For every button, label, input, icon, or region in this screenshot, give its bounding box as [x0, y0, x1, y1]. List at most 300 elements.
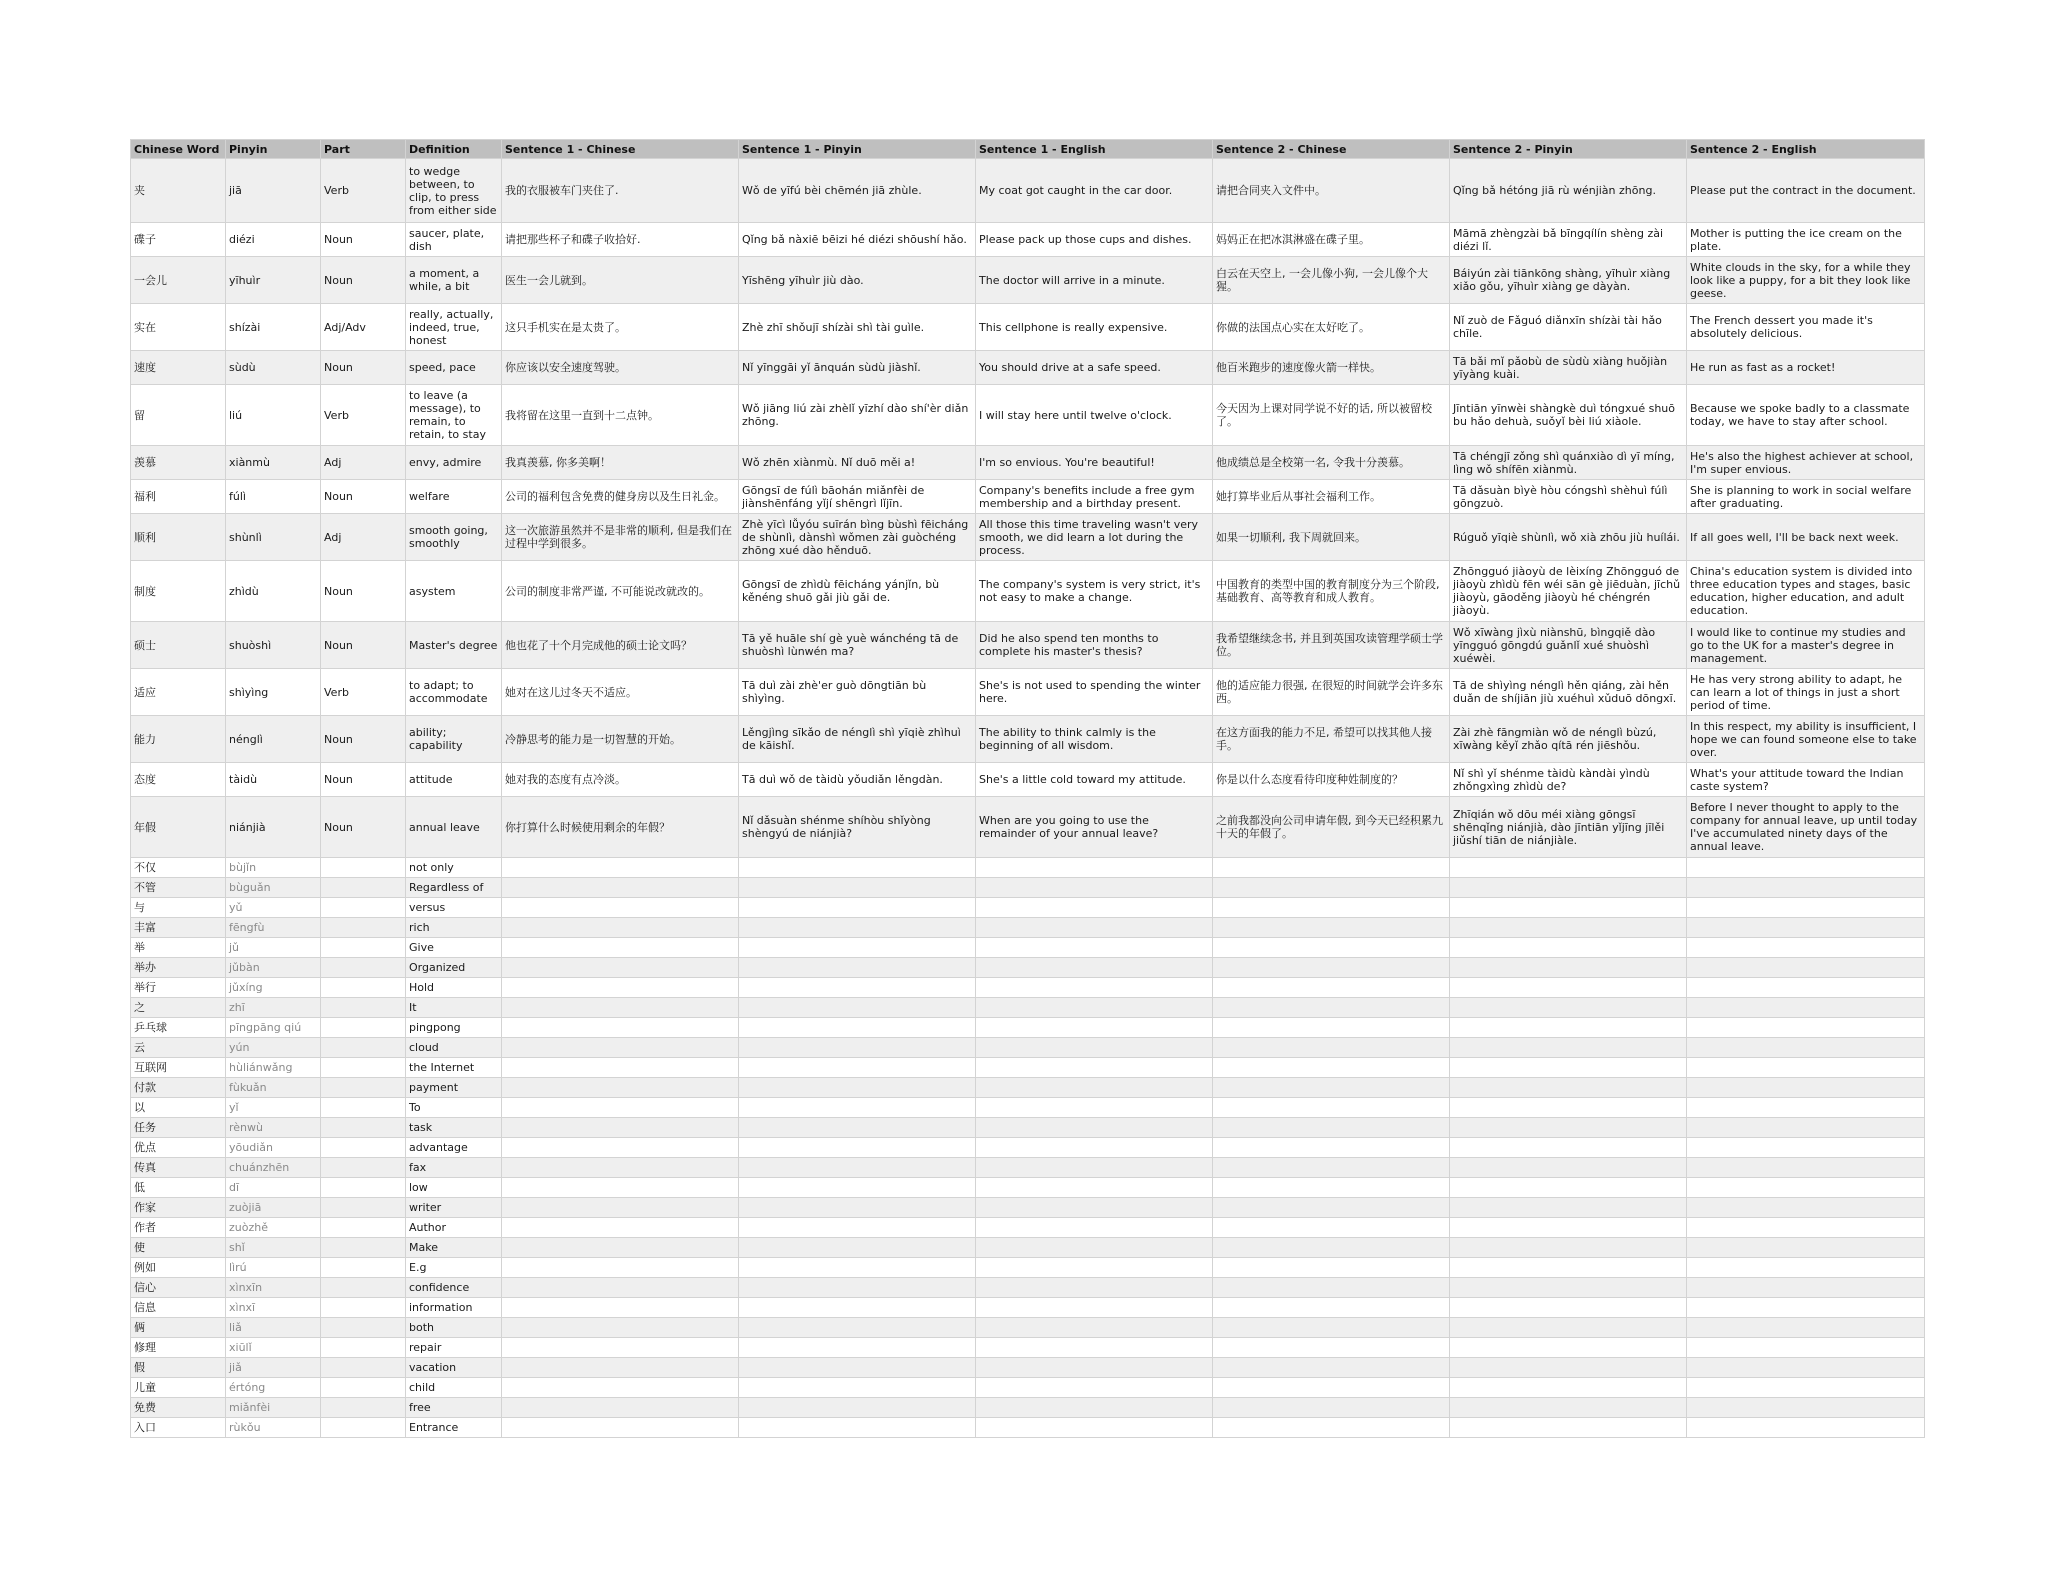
sentence1-english-cell[interactable]: Company's benefits include a free gym membership and a birthday present.	[976, 480, 1213, 514]
chinese-word-cell[interactable]: 能力	[131, 716, 226, 763]
sentence1-pinyin-cell[interactable]: Tā duì zài zhè'er guò dōngtiān bù shìyìng.	[739, 669, 976, 716]
part-cell[interactable]	[321, 1158, 406, 1178]
sentence1-english-cell[interactable]: She's a little cold toward my attitude.	[976, 763, 1213, 797]
sentence1-chinese-cell[interactable]	[502, 1418, 739, 1438]
definition-cell[interactable]: attitude	[406, 763, 502, 797]
sentence2-pinyin-cell[interactable]: Tā chéngjī zǒng shì quánxiào dì yī míng, lìng wǒ shífēn xiànmù.	[1450, 446, 1687, 480]
definition-cell[interactable]: Entrance	[406, 1418, 502, 1438]
sentence1-chinese-cell[interactable]	[502, 998, 739, 1018]
sentence2-english-cell[interactable]	[1687, 958, 1925, 978]
chinese-word-cell[interactable]: 丰富	[131, 918, 226, 938]
chinese-word-cell[interactable]: 顺利	[131, 514, 226, 561]
part-cell[interactable]: Noun	[321, 351, 406, 385]
sentence2-english-cell[interactable]: She is planning to work in social welfare after graduating.	[1687, 480, 1925, 514]
chinese-word-cell[interactable]: 使	[131, 1238, 226, 1258]
sentence1-english-cell[interactable]	[976, 958, 1213, 978]
sentence2-english-cell[interactable]: Because we spoke badly to a classmate today, we have to stay after school.	[1687, 385, 1925, 446]
sentence1-english-cell[interactable]	[976, 898, 1213, 918]
sentence1-pinyin-cell[interactable]	[739, 1298, 976, 1318]
pinyin-cell[interactable]: zuòjiā	[226, 1198, 321, 1218]
sentence1-chinese-cell[interactable]	[502, 1098, 739, 1118]
sentence2-english-cell[interactable]	[1687, 1158, 1925, 1178]
sentence1-english-cell[interactable]	[976, 1018, 1213, 1038]
sentence1-chinese-cell[interactable]	[502, 1338, 739, 1358]
part-cell[interactable]	[321, 858, 406, 878]
sentence1-english-cell[interactable]: The company's system is very strict, it's not easy to make a change.	[976, 561, 1213, 622]
chinese-word-cell[interactable]: 硕士	[131, 622, 226, 669]
sentence1-english-cell[interactable]: I will stay here until twelve o'clock.	[976, 385, 1213, 446]
chinese-word-cell[interactable]: 以	[131, 1098, 226, 1118]
sentence2-pinyin-cell[interactable]: Tā de shìyìng nénglì hěn qiáng, zài hěn duǎn de shíjiān jiù xuéhuì xǔduō dōngxī.	[1450, 669, 1687, 716]
sentence1-chinese-cell[interactable]: 她对我的态度有点冷淡。	[502, 763, 739, 797]
chinese-word-cell[interactable]: 付款	[131, 1078, 226, 1098]
table-row[interactable]	[131, 958, 1925, 978]
sentence2-pinyin-cell[interactable]: Zài zhè fāngmiàn wǒ de nénglì bùzú, xīwàng kěyǐ zhǎo qítā rén jiēshǒu.	[1450, 716, 1687, 763]
chinese-word-cell[interactable]: 碟子	[131, 223, 226, 257]
part-cell[interactable]: Noun	[321, 763, 406, 797]
sentence2-english-cell[interactable]	[1687, 1118, 1925, 1138]
sentence2-english-cell[interactable]	[1687, 1398, 1925, 1418]
pinyin-cell[interactable]: niánjià	[226, 797, 321, 858]
pinyin-cell[interactable]: bùguǎn	[226, 878, 321, 898]
definition-cell[interactable]: Hold	[406, 978, 502, 998]
pinyin-cell[interactable]: jǔbàn	[226, 958, 321, 978]
chinese-word-cell[interactable]: 羡慕	[131, 446, 226, 480]
sentence1-english-cell[interactable]	[976, 1338, 1213, 1358]
table-row[interactable]	[131, 938, 1925, 958]
pinyin-cell[interactable]: értóng	[226, 1378, 321, 1398]
sentence1-chinese-cell[interactable]	[502, 1058, 739, 1078]
sentence1-pinyin-cell[interactable]: Zhè yīcì lǚyóu suīrán bìng bùshì fēicháng de shùnlì, dànshì wǒmen zài guòchéng zhōng xué dào hěnduō.	[739, 514, 976, 561]
table-row[interactable]	[131, 1178, 1925, 1198]
sentence2-pinyin-cell[interactable]	[1450, 1338, 1687, 1358]
chinese-word-cell[interactable]: 修理	[131, 1338, 226, 1358]
sentence1-chinese-cell[interactable]: 她对在这儿过冬天不适应。	[502, 669, 739, 716]
table-row[interactable]	[131, 257, 1925, 304]
sentence2-chinese-cell[interactable]: 妈妈正在把冰淇淋盛在碟子里。	[1213, 223, 1450, 257]
sentence1-chinese-cell[interactable]	[502, 1038, 739, 1058]
part-cell[interactable]	[321, 1038, 406, 1058]
pinyin-cell[interactable]: sùdù	[226, 351, 321, 385]
sentence2-pinyin-cell[interactable]	[1450, 1098, 1687, 1118]
pinyin-cell[interactable]: shǐ	[226, 1238, 321, 1258]
sentence2-english-cell[interactable]	[1687, 998, 1925, 1018]
table-row[interactable]	[131, 1238, 1925, 1258]
column-header[interactable]: Pinyin	[226, 140, 321, 159]
definition-cell[interactable]: Master's degree	[406, 622, 502, 669]
column-header[interactable]: Definition	[406, 140, 502, 159]
definition-cell[interactable]: to adapt; to accommodate	[406, 669, 502, 716]
column-header[interactable]: Sentence 2 - Chinese	[1213, 140, 1450, 159]
sentence2-chinese-cell[interactable]	[1213, 1178, 1450, 1198]
sentence1-chinese-cell[interactable]	[502, 1278, 739, 1298]
part-cell[interactable]: Noun	[321, 257, 406, 304]
sentence2-english-cell[interactable]: What's your attitude toward the Indian caste system?	[1687, 763, 1925, 797]
part-cell[interactable]	[321, 1198, 406, 1218]
sentence1-chinese-cell[interactable]: 这只手机实在是太贵了。	[502, 304, 739, 351]
definition-cell[interactable]: task	[406, 1118, 502, 1138]
sentence2-english-cell[interactable]	[1687, 1198, 1925, 1218]
part-cell[interactable]: Verb	[321, 385, 406, 446]
sentence1-pinyin-cell[interactable]: Gōngsī de zhìdù fēicháng yánjǐn, bù kěnéng shuō gǎi jiù gǎi de.	[739, 561, 976, 622]
sentence2-chinese-cell[interactable]: 如果一切顺利, 我下周就回来。	[1213, 514, 1450, 561]
column-header[interactable]: Sentence 1 - English	[976, 140, 1213, 159]
definition-cell[interactable]: rich	[406, 918, 502, 938]
sentence1-pinyin-cell[interactable]: Lěngjìng sīkǎo de nénglì shì yīqiè zhìhuì de kāishǐ.	[739, 716, 976, 763]
sentence1-pinyin-cell[interactable]	[739, 978, 976, 998]
part-cell[interactable]	[321, 1398, 406, 1418]
sentence2-pinyin-cell[interactable]	[1450, 1178, 1687, 1198]
pinyin-cell[interactable]: yōudiǎn	[226, 1138, 321, 1158]
sentence2-chinese-cell[interactable]: 他成绩总是全校第一名, 令我十分羡慕。	[1213, 446, 1450, 480]
sentence1-pinyin-cell[interactable]	[739, 1258, 976, 1278]
table-row[interactable]	[131, 351, 1925, 385]
chinese-word-cell[interactable]: 优点	[131, 1138, 226, 1158]
sentence1-pinyin-cell[interactable]	[739, 858, 976, 878]
part-cell[interactable]	[321, 978, 406, 998]
sentence2-chinese-cell[interactable]: 我希望继续念书, 并且到英国攻读管理学硕士学位。	[1213, 622, 1450, 669]
sentence1-english-cell[interactable]	[976, 1318, 1213, 1338]
definition-cell[interactable]: Regardless of	[406, 878, 502, 898]
definition-cell[interactable]: writer	[406, 1198, 502, 1218]
sentence1-chinese-cell[interactable]	[502, 918, 739, 938]
part-cell[interactable]: Noun	[321, 480, 406, 514]
sentence1-english-cell[interactable]: Did he also spend ten months to complete his master's thesis?	[976, 622, 1213, 669]
sentence1-pinyin-cell[interactable]	[739, 1318, 976, 1338]
definition-cell[interactable]: the Internet	[406, 1058, 502, 1078]
definition-cell[interactable]: speed, pace	[406, 351, 502, 385]
sentence2-chinese-cell[interactable]: 在这方面我的能力不足, 希望可以找其他人接手。	[1213, 716, 1450, 763]
chinese-word-cell[interactable]: 不仅	[131, 858, 226, 878]
sentence2-english-cell[interactable]	[1687, 858, 1925, 878]
sentence2-english-cell[interactable]	[1687, 1018, 1925, 1038]
table-row[interactable]	[131, 1418, 1925, 1438]
sentence2-english-cell[interactable]	[1687, 1218, 1925, 1238]
sentence2-pinyin-cell[interactable]: Báiyún zài tiānkōng shàng, yīhuìr xiàng xiǎo gǒu, yīhuìr xiàng ge dàyàn.	[1450, 257, 1687, 304]
sentence1-english-cell[interactable]: The ability to think calmly is the beginning of all wisdom.	[976, 716, 1213, 763]
part-cell[interactable]: Noun	[321, 716, 406, 763]
sentence2-chinese-cell[interactable]	[1213, 998, 1450, 1018]
sentence2-chinese-cell[interactable]: 之前我都没向公司申请年假, 到今天已经积累九十天的年假了。	[1213, 797, 1450, 858]
sentence2-chinese-cell[interactable]	[1213, 1058, 1450, 1078]
part-cell[interactable]	[321, 1118, 406, 1138]
sentence1-pinyin-cell[interactable]	[739, 1358, 976, 1378]
sentence1-english-cell[interactable]	[976, 1078, 1213, 1098]
pinyin-cell[interactable]: shuòshì	[226, 622, 321, 669]
sentence2-english-cell[interactable]	[1687, 1338, 1925, 1358]
part-cell[interactable]	[321, 998, 406, 1018]
chinese-word-cell[interactable]: 入口	[131, 1418, 226, 1438]
sentence1-pinyin-cell[interactable]	[739, 898, 976, 918]
pinyin-cell[interactable]: pīngpāng qiú	[226, 1018, 321, 1038]
sentence1-chinese-cell[interactable]	[502, 1158, 739, 1178]
pinyin-cell[interactable]: jǔ	[226, 938, 321, 958]
chinese-word-cell[interactable]: 年假	[131, 797, 226, 858]
table-row[interactable]	[131, 1378, 1925, 1398]
definition-cell[interactable]: ability; capability	[406, 716, 502, 763]
sentence2-english-cell[interactable]	[1687, 878, 1925, 898]
definition-cell[interactable]: Make	[406, 1238, 502, 1258]
sentence2-english-cell[interactable]	[1687, 898, 1925, 918]
part-cell[interactable]	[321, 1258, 406, 1278]
part-cell[interactable]: Adj	[321, 446, 406, 480]
chinese-word-cell[interactable]: 举	[131, 938, 226, 958]
sentence2-english-cell[interactable]	[1687, 1038, 1925, 1058]
table-row[interactable]	[131, 1358, 1925, 1378]
sentence2-chinese-cell[interactable]: 他百米跑步的速度像火箭一样快。	[1213, 351, 1450, 385]
sentence1-pinyin-cell[interactable]	[739, 1418, 976, 1438]
pinyin-cell[interactable]: zuòzhě	[226, 1218, 321, 1238]
sentence1-english-cell[interactable]: My coat got caught in the car door.	[976, 159, 1213, 223]
table-row[interactable]	[131, 1298, 1925, 1318]
table-row[interactable]	[131, 978, 1925, 998]
sentence1-pinyin-cell[interactable]	[739, 1038, 976, 1058]
sentence2-pinyin-cell[interactable]	[1450, 1418, 1687, 1438]
sentence2-chinese-cell[interactable]: 你做的法国点心实在太好吃了。	[1213, 304, 1450, 351]
sentence1-english-cell[interactable]	[976, 1278, 1213, 1298]
sentence1-pinyin-cell[interactable]	[739, 1278, 976, 1298]
sentence2-chinese-cell[interactable]	[1213, 1018, 1450, 1038]
table-row[interactable]	[131, 1258, 1925, 1278]
sentence2-pinyin-cell[interactable]	[1450, 1018, 1687, 1038]
chinese-word-cell[interactable]: 作家	[131, 1198, 226, 1218]
sentence1-pinyin-cell[interactable]	[739, 1158, 976, 1178]
pinyin-cell[interactable]: xiūlǐ	[226, 1338, 321, 1358]
sentence1-pinyin-cell[interactable]: Nǐ yīnggāi yǐ ānquán sùdù jiàshǐ.	[739, 351, 976, 385]
sentence1-english-cell[interactable]	[976, 858, 1213, 878]
sentence1-pinyin-cell[interactable]	[739, 1018, 976, 1038]
sentence2-chinese-cell[interactable]	[1213, 938, 1450, 958]
pinyin-cell[interactable]: zhìdù	[226, 561, 321, 622]
chinese-word-cell[interactable]: 与	[131, 898, 226, 918]
sentence1-english-cell[interactable]	[976, 1058, 1213, 1078]
sentence1-english-cell[interactable]	[976, 1258, 1213, 1278]
pinyin-cell[interactable]: lìrú	[226, 1258, 321, 1278]
chinese-word-cell[interactable]: 态度	[131, 763, 226, 797]
sentence2-pinyin-cell[interactable]	[1450, 1238, 1687, 1258]
sentence1-pinyin-cell[interactable]	[739, 1398, 976, 1418]
table-row[interactable]	[131, 480, 1925, 514]
chinese-word-cell[interactable]: 福利	[131, 480, 226, 514]
sentence1-chinese-cell[interactable]	[502, 1018, 739, 1038]
sentence2-chinese-cell[interactable]	[1213, 878, 1450, 898]
part-cell[interactable]	[321, 1178, 406, 1198]
sentence2-english-cell[interactable]	[1687, 1138, 1925, 1158]
sentence1-chinese-cell[interactable]	[502, 938, 739, 958]
pinyin-cell[interactable]: liǎ	[226, 1318, 321, 1338]
sentence2-pinyin-cell[interactable]	[1450, 1398, 1687, 1418]
sentence1-english-cell[interactable]: The doctor will arrive in a minute.	[976, 257, 1213, 304]
sentence1-chinese-cell[interactable]	[502, 1318, 739, 1338]
part-cell[interactable]	[321, 1418, 406, 1438]
sentence2-chinese-cell[interactable]	[1213, 1138, 1450, 1158]
chinese-word-cell[interactable]: 传真	[131, 1158, 226, 1178]
sentence1-pinyin-cell[interactable]: Nǐ dǎsuàn shénme shíhòu shǐyòng shèngyú de niánjià?	[739, 797, 976, 858]
pinyin-cell[interactable]: jǔxíng	[226, 978, 321, 998]
sentence1-english-cell[interactable]	[976, 1138, 1213, 1158]
table-row[interactable]	[131, 1198, 1925, 1218]
table-row[interactable]	[131, 998, 1925, 1018]
definition-cell[interactable]: payment	[406, 1078, 502, 1098]
sentence2-english-cell[interactable]: In this respect, my ability is insufficient, I hope we can found someone else to take over.	[1687, 716, 1925, 763]
part-cell[interactable]: Noun	[321, 797, 406, 858]
table-row[interactable]	[131, 1338, 1925, 1358]
sentence2-pinyin-cell[interactable]: Qǐng bǎ hétóng jiā rù wénjiàn zhōng.	[1450, 159, 1687, 223]
sentence1-pinyin-cell[interactable]	[739, 1098, 976, 1118]
sentence1-pinyin-cell[interactable]: Tā duì wǒ de tàidù yǒudiǎn lěngdàn.	[739, 763, 976, 797]
part-cell[interactable]	[321, 1078, 406, 1098]
sentence2-pinyin-cell[interactable]	[1450, 958, 1687, 978]
part-cell[interactable]: Adj/Adv	[321, 304, 406, 351]
sentence2-chinese-cell[interactable]	[1213, 918, 1450, 938]
part-cell[interactable]: Noun	[321, 561, 406, 622]
sentence2-english-cell[interactable]: China's education system is divided into three education types and stages, basic education, higher education, and adult education.	[1687, 561, 1925, 622]
sentence2-english-cell[interactable]	[1687, 978, 1925, 998]
definition-cell[interactable]: Author	[406, 1218, 502, 1238]
sentence2-chinese-cell[interactable]: 白云在天空上, 一会儿像小狗, 一会儿像个大猩。	[1213, 257, 1450, 304]
sentence1-english-cell[interactable]: You should drive at a safe speed.	[976, 351, 1213, 385]
sentence1-english-cell[interactable]	[976, 1418, 1213, 1438]
sentence2-pinyin-cell[interactable]: Māmā zhèngzài bǎ bīngqílín shèng zài diézi lǐ.	[1450, 223, 1687, 257]
sentence1-chinese-cell[interactable]	[502, 898, 739, 918]
sentence2-pinyin-cell[interactable]: Jīntiān yīnwèi shàngkè duì tóngxué shuō bu hǎo dehuà, suǒyǐ bèi liú xiàole.	[1450, 385, 1687, 446]
sentence1-chinese-cell[interactable]	[502, 978, 739, 998]
column-header[interactable]: Chinese Word	[131, 140, 226, 159]
definition-cell[interactable]: to wedge between, to clip, to press from either side	[406, 159, 502, 223]
sentence1-chinese-cell[interactable]	[502, 1238, 739, 1258]
pinyin-cell[interactable]: liú	[226, 385, 321, 446]
chinese-word-cell[interactable]: 留	[131, 385, 226, 446]
sentence1-english-cell[interactable]	[976, 938, 1213, 958]
definition-cell[interactable]: versus	[406, 898, 502, 918]
definition-cell[interactable]: To	[406, 1098, 502, 1118]
chinese-word-cell[interactable]: 适应	[131, 669, 226, 716]
sentence2-pinyin-cell[interactable]: Tā bǎi mǐ pǎobù de sùdù xiàng huǒjiàn yīyàng kuài.	[1450, 351, 1687, 385]
sentence1-pinyin-cell[interactable]: Qǐng bǎ nàxiē bēizi hé diézi shōushí hǎo.	[739, 223, 976, 257]
pinyin-cell[interactable]: rùkǒu	[226, 1418, 321, 1438]
sentence2-chinese-cell[interactable]	[1213, 958, 1450, 978]
part-cell[interactable]	[321, 1218, 406, 1238]
part-cell[interactable]	[321, 1318, 406, 1338]
sentence2-english-cell[interactable]: If all goes well, I'll be back next week.	[1687, 514, 1925, 561]
table-row[interactable]	[131, 1158, 1925, 1178]
sentence2-english-cell[interactable]: Please put the contract in the document.	[1687, 159, 1925, 223]
definition-cell[interactable]: It	[406, 998, 502, 1018]
table-row[interactable]	[131, 1098, 1925, 1118]
sentence1-english-cell[interactable]	[976, 1378, 1213, 1398]
pinyin-cell[interactable]: hùliánwǎng	[226, 1058, 321, 1078]
sentence2-pinyin-cell[interactable]: Zhīqián wǒ dōu méi xiàng gōngsī shēnqǐng niánjià, dào jīntiān yǐjīng jīlěi jiǔshí tiān de niánjiàle.	[1450, 797, 1687, 858]
chinese-word-cell[interactable]: 信心	[131, 1278, 226, 1298]
table-row[interactable]	[131, 514, 1925, 561]
sentence1-english-cell[interactable]	[976, 1218, 1213, 1238]
definition-cell[interactable]: information	[406, 1298, 502, 1318]
sentence2-english-cell[interactable]: The French dessert you made it's absolutely delicious.	[1687, 304, 1925, 351]
sentence2-english-cell[interactable]: Before I never thought to apply to the company for annual leave, up until today I've accumulated ninety days of the annual leave.	[1687, 797, 1925, 858]
sentence2-chinese-cell[interactable]: 中国教育的类型中国的教育制度分为三个阶段, 基础教育、高等教育和成人教育。	[1213, 561, 1450, 622]
sentence2-english-cell[interactable]: Mother is putting the ice cream on the plate.	[1687, 223, 1925, 257]
sentence2-chinese-cell[interactable]	[1213, 898, 1450, 918]
sentence2-english-cell[interactable]	[1687, 1298, 1925, 1318]
definition-cell[interactable]: low	[406, 1178, 502, 1198]
definition-cell[interactable]: smooth going, smoothly	[406, 514, 502, 561]
sentence2-pinyin-cell[interactable]	[1450, 1118, 1687, 1138]
definition-cell[interactable]: free	[406, 1398, 502, 1418]
sentence2-chinese-cell[interactable]	[1213, 1398, 1450, 1418]
sentence2-chinese-cell[interactable]	[1213, 1158, 1450, 1178]
sentence1-chinese-cell[interactable]	[502, 858, 739, 878]
sentence2-chinese-cell[interactable]	[1213, 858, 1450, 878]
part-cell[interactable]	[321, 1138, 406, 1158]
sentence2-pinyin-cell[interactable]	[1450, 978, 1687, 998]
sentence2-pinyin-cell[interactable]	[1450, 1378, 1687, 1398]
sentence2-chinese-cell[interactable]: 请把合同夹入文件中。	[1213, 159, 1450, 223]
chinese-word-cell[interactable]: 不管	[131, 878, 226, 898]
sentence2-english-cell[interactable]: I would like to continue my studies and go to the UK for a master's degree in management.	[1687, 622, 1925, 669]
definition-cell[interactable]: asystem	[406, 561, 502, 622]
sentence1-chinese-cell[interactable]	[502, 1118, 739, 1138]
sentence1-pinyin-cell[interactable]	[739, 1138, 976, 1158]
sentence2-pinyin-cell[interactable]: Wǒ xīwàng jìxù niànshū, bìngqiě dào yīngguó gōngdú guǎnlǐ xué shuòshì xuéwèi.	[1450, 622, 1687, 669]
sentence2-chinese-cell[interactable]	[1213, 1298, 1450, 1318]
sentence2-pinyin-cell[interactable]	[1450, 1138, 1687, 1158]
sentence1-pinyin-cell[interactable]	[739, 1218, 976, 1238]
sentence2-chinese-cell[interactable]	[1213, 1198, 1450, 1218]
table-row[interactable]	[131, 1118, 1925, 1138]
sentence1-english-cell[interactable]	[976, 1298, 1213, 1318]
column-header[interactable]: Part	[321, 140, 406, 159]
sentence2-pinyin-cell[interactable]	[1450, 1258, 1687, 1278]
sentence1-english-cell[interactable]	[976, 978, 1213, 998]
chinese-word-cell[interactable]: 假	[131, 1358, 226, 1378]
sentence1-pinyin-cell[interactable]	[739, 1198, 976, 1218]
sentence2-pinyin-cell[interactable]	[1450, 1158, 1687, 1178]
table-row[interactable]	[131, 878, 1925, 898]
part-cell[interactable]	[321, 898, 406, 918]
sentence2-english-cell[interactable]	[1687, 1378, 1925, 1398]
definition-cell[interactable]: vacation	[406, 1358, 502, 1378]
pinyin-cell[interactable]: shìyìng	[226, 669, 321, 716]
chinese-word-cell[interactable]: 云	[131, 1038, 226, 1058]
pinyin-cell[interactable]: miǎnfèi	[226, 1398, 321, 1418]
chinese-word-cell[interactable]: 儿童	[131, 1378, 226, 1398]
pinyin-cell[interactable]: chuánzhēn	[226, 1158, 321, 1178]
pinyin-cell[interactable]: bùjǐn	[226, 858, 321, 878]
sentence2-pinyin-cell[interactable]	[1450, 1078, 1687, 1098]
sentence1-chinese-cell[interactable]: 冷静思考的能力是一切智慧的开始。	[502, 716, 739, 763]
sentence2-pinyin-cell[interactable]	[1450, 998, 1687, 1018]
sentence2-english-cell[interactable]: White clouds in the sky, for a while they look like a puppy, for a bit they look like geese.	[1687, 257, 1925, 304]
table-row[interactable]	[131, 797, 1925, 858]
sentence1-chinese-cell[interactable]	[502, 1358, 739, 1378]
sentence2-english-cell[interactable]: He has very strong ability to adapt, he can learn a lot of things in just a short period of time.	[1687, 669, 1925, 716]
chinese-word-cell[interactable]: 举行	[131, 978, 226, 998]
sentence1-pinyin-cell[interactable]	[739, 938, 976, 958]
sentence2-english-cell[interactable]	[1687, 938, 1925, 958]
sentence1-pinyin-cell[interactable]	[739, 1178, 976, 1198]
part-cell[interactable]	[321, 1378, 406, 1398]
sentence2-chinese-cell[interactable]	[1213, 1078, 1450, 1098]
table-row[interactable]	[131, 918, 1925, 938]
pinyin-cell[interactable]: dī	[226, 1178, 321, 1198]
part-cell[interactable]: Verb	[321, 159, 406, 223]
sentence1-pinyin-cell[interactable]: Gōngsī de fúlì bāohán miǎnfèi de jiànshēnfáng yǐjí shēngrì lǐjīn.	[739, 480, 976, 514]
sentence2-chinese-cell[interactable]: 他的适应能力很强, 在很短的时间就学会许多东西。	[1213, 669, 1450, 716]
pinyin-cell[interactable]: xiànmù	[226, 446, 321, 480]
sentence1-pinyin-cell[interactable]: Wǒ de yīfú bèi chēmén jiā zhùle.	[739, 159, 976, 223]
chinese-word-cell[interactable]: 作者	[131, 1218, 226, 1238]
sentence2-pinyin-cell[interactable]	[1450, 1198, 1687, 1218]
